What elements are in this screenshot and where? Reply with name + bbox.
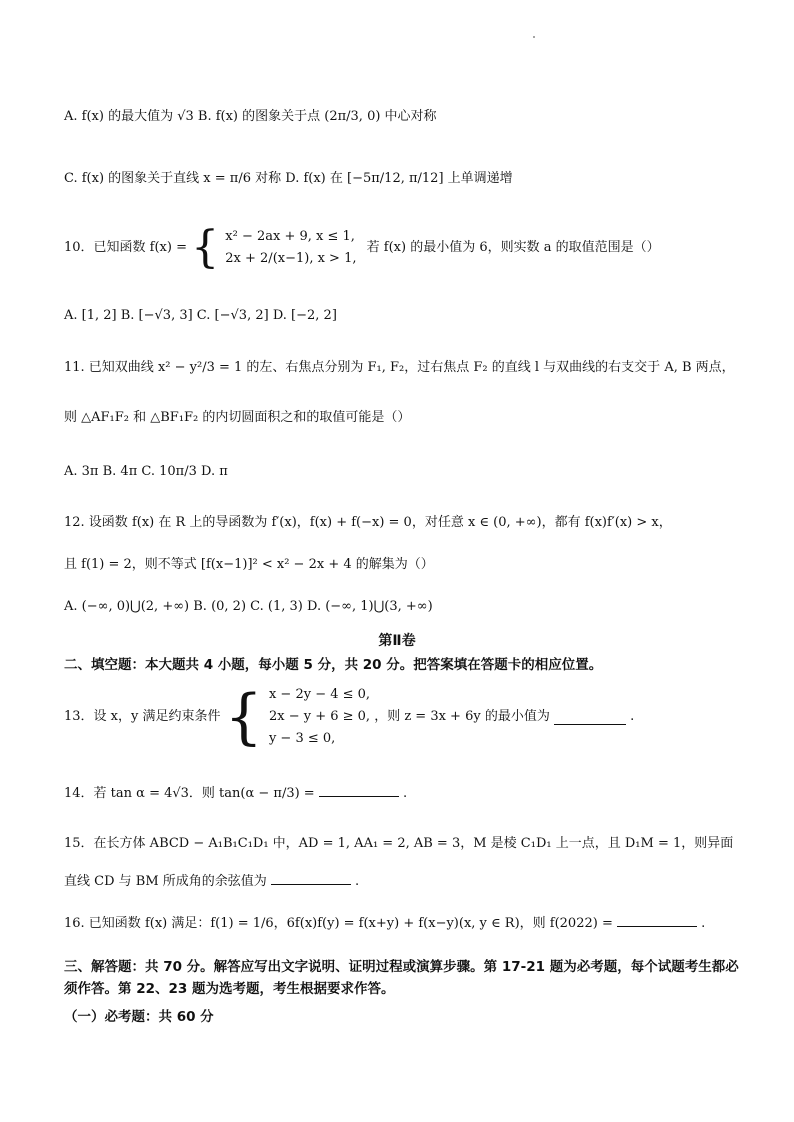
q15-line-2 — [64, 870, 754, 892]
section3-subheading: （一）必考题：共 60 分 — [64, 1009, 214, 1025]
q11-line-2: 则 △AF₁F₂ 和 △BF₁F₂ 的内切圆面积之和的取值可能是（） — [64, 410, 411, 425]
section2-heading: 二、填空题：本大题共 4 小题，每小题 5 分，共 20 分。把答案填在答题卡的相应位置。 — [64, 657, 603, 673]
q15-answer-blank[interactable] — [271, 870, 351, 885]
q14-end: . — [402, 786, 408, 801]
q16-answer-blank[interactable] — [617, 912, 697, 927]
q12-line-2: 且 f(1) = 2，则不等式 [f(x−1)]² < x² − 2x + 4 的解集为（） — [64, 557, 434, 572]
q11-options: A. 3π B. 4π C. 10π/3 D. π — [64, 464, 228, 479]
q15-line-2-text: 直线 CD 与 BM 所成角的余弦值为 — [64, 874, 267, 889]
q13-answer-blank[interactable] — [554, 710, 626, 725]
q13-post: ，则 z = 3x + 6y 的最小值为 — [374, 709, 550, 724]
q13-pre: 13．设 x，y 满足约束条件 — [64, 709, 221, 724]
q13-constraint-3: y − 3 ≤ 0, — [268, 731, 336, 746]
q13-block — [64, 684, 754, 754]
q16-end: . — [701, 916, 706, 931]
q12-options: A. (−∞, 0)⋃(2, +∞) B. (0, 2) C. (1, 3) D. (−∞, 1)⋃(3, +∞) — [64, 599, 433, 614]
q13-constraint-2: 2x − y + 6 ≥ 0, — [268, 709, 371, 724]
q15-line-1: 15．在长方体 ABCD − A₁B₁C₁D₁ 中，AD = 1, AA₁ = 2, AB = 3，M 是棱 C₁D₁ 上一点，且 D₁M = 1，则异面 — [64, 836, 734, 851]
q14-text: 14．若 tan α = 4√3．则 tan(α − π/3) = — [64, 786, 315, 801]
q10-brace: { — [191, 222, 220, 273]
q10-stem-post: 若 f(x) 的最小值为 6，则实数 a 的取值范围是（） — [366, 240, 660, 255]
part2-title: 第Ⅱ卷 — [378, 633, 416, 649]
q16-text: 16. 已知函数 f(x) 满足：f(1) = 1/6，6f(x)f(y) = f(x+y) + f(x−y)(x, y ∈ R)，则 f(2022) = — [64, 916, 613, 931]
q9-options-ab: A. f(x) 的最大值为 √3 B. f(x) 的图象关于点 (2π/3, 0) 中心对称 — [64, 109, 437, 124]
q10-stem — [64, 222, 754, 278]
section3-heading: 三、解答题：共 70 分。解答应写出文字说明、证明过程或演算步骤。第 17-21 题为必考题，每个试题考生都必须作答。第 22、23 题为选考题，考生根据要求作答。 — [64, 959, 739, 997]
q13-constraints — [269, 684, 370, 750]
q14-line — [64, 782, 754, 804]
q16-line — [64, 912, 754, 934]
q13-end: . — [630, 709, 635, 724]
q10-options: A. [1, 2] B. [−√3, 3] C. [−√3, 2] D. [−2, 2] — [64, 308, 337, 323]
q10-stem-pre: 10．已知函数 f(x) = — [64, 240, 187, 255]
q13-constraint-1: x − 2y − 4 ≤ 0, — [268, 687, 371, 702]
q10-cases — [225, 226, 356, 270]
q10-case-1: x² − 2ax + 9, x ≤ 1, — [225, 229, 355, 244]
q9-options-cd: C. f(x) 的图象关于直线 x = π/6 对称 D. f(x) 在 [−5π/12, π/12] 上单调递增 — [64, 171, 513, 186]
q12-line-1: 12. 设函数 f(x) 在 R 上的导函数为 f′(x)，f(x) + f(−x) = 0，对任意 x ∈ (0, +∞)，都有 f(x)f′(x) > x， — [64, 515, 672, 530]
q13-brace: { — [224, 682, 263, 752]
q10-case-2: 2x + 2/(x−1), x > 1, — [225, 251, 357, 266]
q11-line-1: 11. 已知双曲线 x² − y²/3 = 1 的左、右焦点分别为 F₁, F₂，过右焦点 F₂ 的直线 l 与双曲线的右支交于 A, B 两点， — [64, 360, 735, 375]
q15-end: . — [355, 874, 360, 889]
scan-dot — [533, 36, 535, 38]
q14-answer-blank[interactable] — [319, 782, 399, 797]
